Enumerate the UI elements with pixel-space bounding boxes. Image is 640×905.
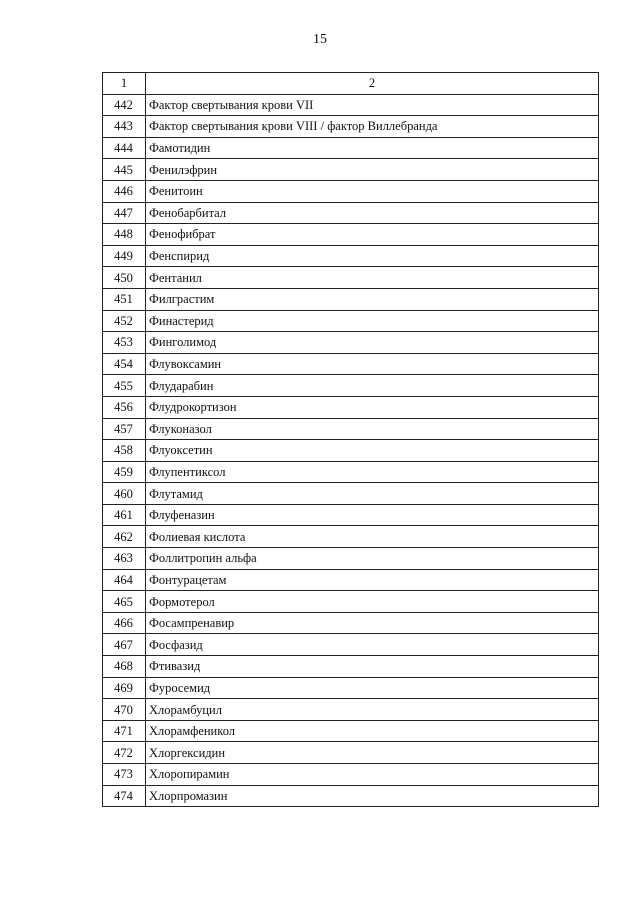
table-row (103, 288, 599, 310)
table-row (103, 634, 599, 656)
drug-name: Фосампренавир (146, 612, 599, 634)
row-number: 454 (103, 353, 146, 375)
drug-name: Хлорпромазин (146, 785, 599, 807)
table-row (103, 656, 599, 678)
table-row (103, 461, 599, 483)
drug-name: Хлорамбуцил (146, 699, 599, 721)
table-row (103, 483, 599, 505)
drug-name: Фактор свертывания крови VII (146, 94, 599, 116)
row-number: 458 (103, 440, 146, 462)
row-number: 460 (103, 483, 146, 505)
drug-name: Фонтурацетам (146, 569, 599, 591)
table-row (103, 764, 599, 786)
row-number: 472 (103, 742, 146, 764)
row-number: 446 (103, 180, 146, 202)
drug-name: Флударабин (146, 375, 599, 397)
row-number: 450 (103, 267, 146, 289)
row-number: 473 (103, 764, 146, 786)
drug-name: Флудрокортизон (146, 396, 599, 418)
row-number: 459 (103, 461, 146, 483)
row-number: 447 (103, 202, 146, 224)
row-number: 451 (103, 288, 146, 310)
table-row (103, 548, 599, 570)
table-row (103, 353, 599, 375)
table-row (103, 699, 599, 721)
drug-name: Филграстим (146, 288, 599, 310)
row-number: 453 (103, 332, 146, 354)
drug-name: Фолиевая кислота (146, 526, 599, 548)
table-row (103, 310, 599, 332)
drug-name: Хлорамфеникол (146, 720, 599, 742)
table-row (103, 332, 599, 354)
page-number: 15 (313, 32, 327, 47)
table-header-row (103, 73, 599, 95)
table-row (103, 526, 599, 548)
drug-name: Фенспирид (146, 245, 599, 267)
drug-name: Флувоксамин (146, 353, 599, 375)
drug-name: Формотерол (146, 591, 599, 613)
column-header-number: 1 (103, 73, 146, 95)
row-number: 448 (103, 224, 146, 246)
row-number: 443 (103, 116, 146, 138)
row-number: 456 (103, 396, 146, 418)
drug-name: Флуфеназин (146, 504, 599, 526)
table-row (103, 418, 599, 440)
table-row (103, 440, 599, 462)
row-number: 452 (103, 310, 146, 332)
table-row (103, 224, 599, 246)
table-body (103, 94, 599, 807)
drug-list-table (102, 72, 599, 807)
drug-name: Финголимод (146, 332, 599, 354)
drug-name: Флупентиксол (146, 461, 599, 483)
table-row (103, 245, 599, 267)
drug-name: Фуросемид (146, 677, 599, 699)
table-row (103, 267, 599, 289)
table-row (103, 94, 599, 116)
drug-name: Хлоргексидин (146, 742, 599, 764)
drug-name: Фамотидин (146, 137, 599, 159)
drug-name: Флуоксетин (146, 440, 599, 462)
drug-name: Фенофибрат (146, 224, 599, 246)
table-row (103, 396, 599, 418)
row-number: 442 (103, 94, 146, 116)
drug-name: Фенитоин (146, 180, 599, 202)
row-number: 471 (103, 720, 146, 742)
drug-name: Флуконазол (146, 418, 599, 440)
drug-name: Фактор свертывания крови VIII / фактор Виллебранда (146, 116, 599, 138)
row-number: 449 (103, 245, 146, 267)
row-number: 444 (103, 137, 146, 159)
drug-name: Фтивазид (146, 656, 599, 678)
table-row (103, 569, 599, 591)
row-number: 462 (103, 526, 146, 548)
row-number: 464 (103, 569, 146, 591)
row-number: 468 (103, 656, 146, 678)
table-row (103, 742, 599, 764)
column-header-name: 2 (146, 73, 599, 95)
table-row (103, 720, 599, 742)
drug-name: Фосфазид (146, 634, 599, 656)
table-row (103, 591, 599, 613)
table-row (103, 202, 599, 224)
drug-name: Флутамид (146, 483, 599, 505)
row-number: 461 (103, 504, 146, 526)
drug-name: Фенобарбитал (146, 202, 599, 224)
table-row (103, 159, 599, 181)
row-number: 467 (103, 634, 146, 656)
drug-name: Фенилэфрин (146, 159, 599, 181)
row-number: 474 (103, 785, 146, 807)
table-row (103, 137, 599, 159)
drug-name: Финастерид (146, 310, 599, 332)
drug-name: Хлоропирамин (146, 764, 599, 786)
row-number: 470 (103, 699, 146, 721)
row-number: 445 (103, 159, 146, 181)
row-number: 469 (103, 677, 146, 699)
row-number: 457 (103, 418, 146, 440)
row-number: 466 (103, 612, 146, 634)
table-row (103, 116, 599, 138)
row-number: 455 (103, 375, 146, 397)
table-row (103, 180, 599, 202)
drug-name: Фентанил (146, 267, 599, 289)
table-row (103, 677, 599, 699)
table-row (103, 785, 599, 807)
drug-name: Фоллитропин альфа (146, 548, 599, 570)
row-number: 465 (103, 591, 146, 613)
table-row (103, 375, 599, 397)
row-number: 463 (103, 548, 146, 570)
table-row (103, 612, 599, 634)
table-row (103, 504, 599, 526)
